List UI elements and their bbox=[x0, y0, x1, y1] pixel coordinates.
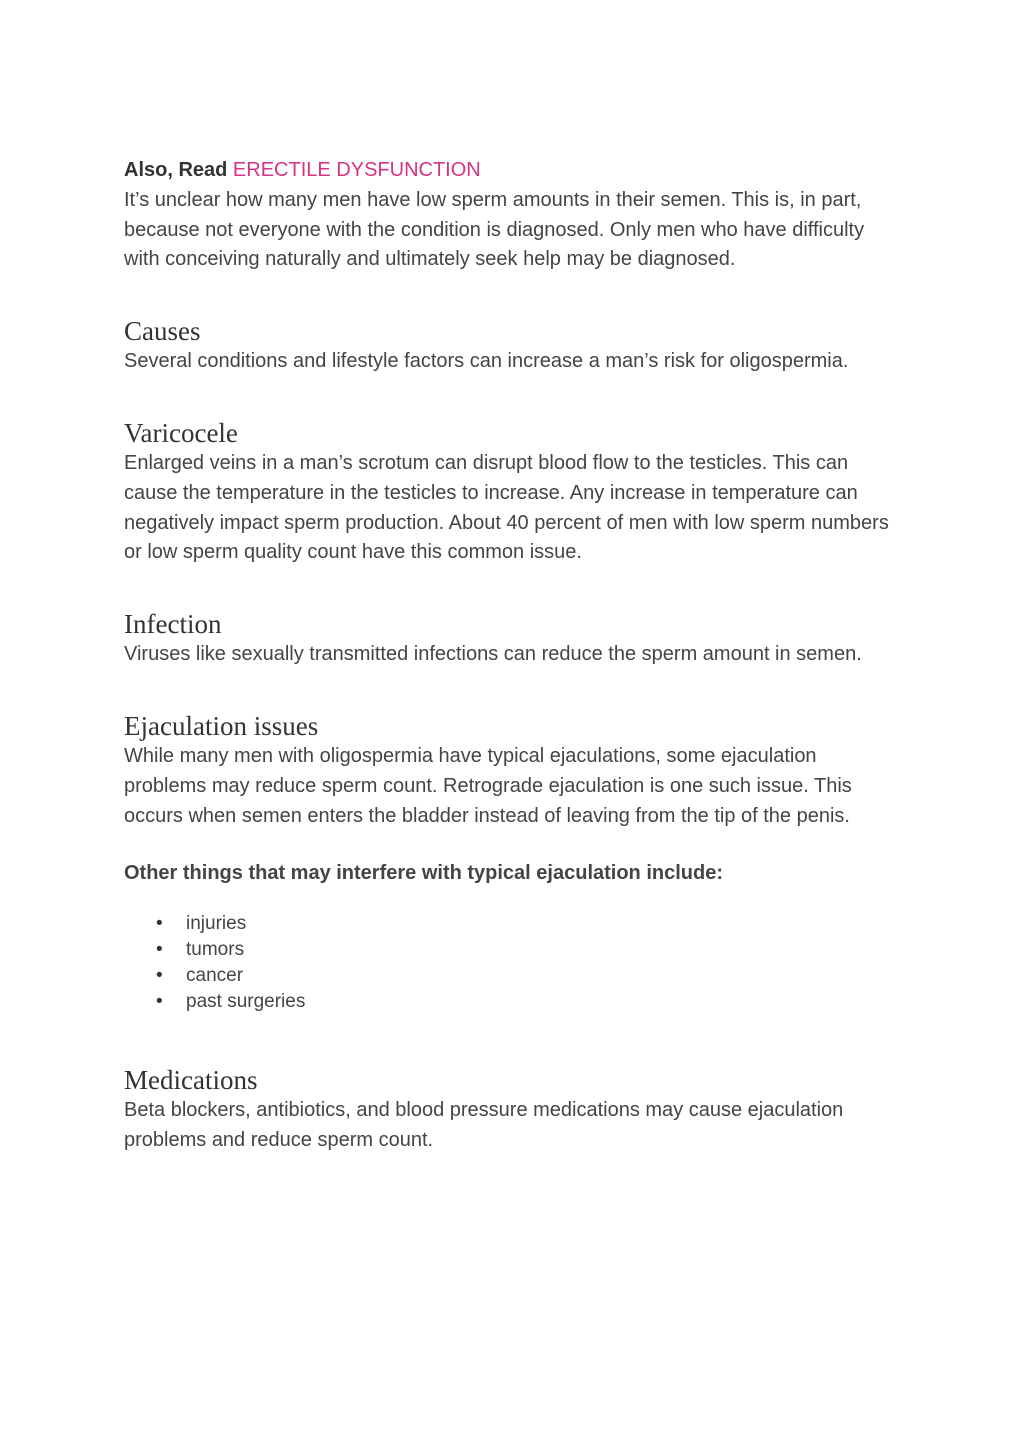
list-item bbox=[156, 937, 904, 963]
list-item-text: injuries bbox=[186, 913, 247, 935]
infection-heading: Infection bbox=[124, 609, 222, 640]
list-item-text: tumors bbox=[186, 938, 245, 960]
bullet-icon: • bbox=[156, 938, 163, 960]
erectile-dysfunction-link[interactable]: ERECTILE DYSFUNCTION bbox=[232, 159, 481, 181]
ejaculation-list-intro: Other things that may interfere with typical ejaculation include: bbox=[124, 862, 723, 885]
also-read-line bbox=[124, 156, 904, 186]
also-read-label: Also, Read bbox=[124, 159, 228, 181]
medications-heading: Medications bbox=[124, 1065, 258, 1096]
document-page bbox=[124, 156, 904, 1156]
list-item-text: past surgeries bbox=[186, 990, 306, 1012]
varicocele-heading: Varicocele bbox=[124, 417, 238, 448]
bullet-icon: • bbox=[156, 990, 163, 1012]
varicocele-paragraph: Enlarged veins in a man’s scrotum can disrupt blood flow to the testicles. This can cause the temperature in the testicles to increase. Any increase in temperature can negatively impact sperm production. About 40 percent of men with low sperm numbers or low sperm quality count have this common issue. bbox=[124, 451, 889, 564]
medications-paragraph: Beta blockers, antibiotics, and blood pressure medications may cause ejaculation problems and reduce sperm count. bbox=[124, 1099, 844, 1152]
intro-paragraph: It’s unclear how many men have low sperm amounts in their semen. This is, in part, because not everyone with the condition is diagnosed. Only men who have difficulty with conceiving naturally and ultimately seek help may be diagnosed. bbox=[124, 188, 865, 271]
infection-paragraph: Viruses like sexually transmitted infections can reduce the sperm amount in semen. bbox=[124, 643, 862, 666]
causes-paragraph: Several conditions and lifestyle factors can increase a man’s risk for oligospermia. bbox=[124, 350, 849, 373]
bullet-icon: • bbox=[156, 913, 163, 935]
bullet-icon: • bbox=[156, 964, 163, 986]
ejaculation-issues-paragraph: While many men with oligospermia have typical ejaculations, some ejaculation problems may reduce sperm count. Retrograde ejaculation is one such issue. This occurs when semen enters the bladder instead of leaving from the tip of the penis. bbox=[124, 744, 852, 827]
section-infection bbox=[124, 608, 904, 670]
list-item bbox=[156, 989, 904, 1015]
section-varicocele bbox=[124, 417, 904, 568]
list-item bbox=[156, 963, 904, 989]
section-causes bbox=[124, 315, 904, 377]
ejaculation-factors-list bbox=[124, 911, 904, 1014]
ejaculation-issues-heading: Ejaculation issues bbox=[124, 710, 319, 741]
causes-heading: Causes bbox=[124, 316, 201, 347]
list-item bbox=[156, 911, 904, 937]
list-item-text: cancer bbox=[186, 964, 244, 986]
section-ejaculation-issues bbox=[124, 710, 904, 1014]
section-medications bbox=[124, 1064, 904, 1156]
